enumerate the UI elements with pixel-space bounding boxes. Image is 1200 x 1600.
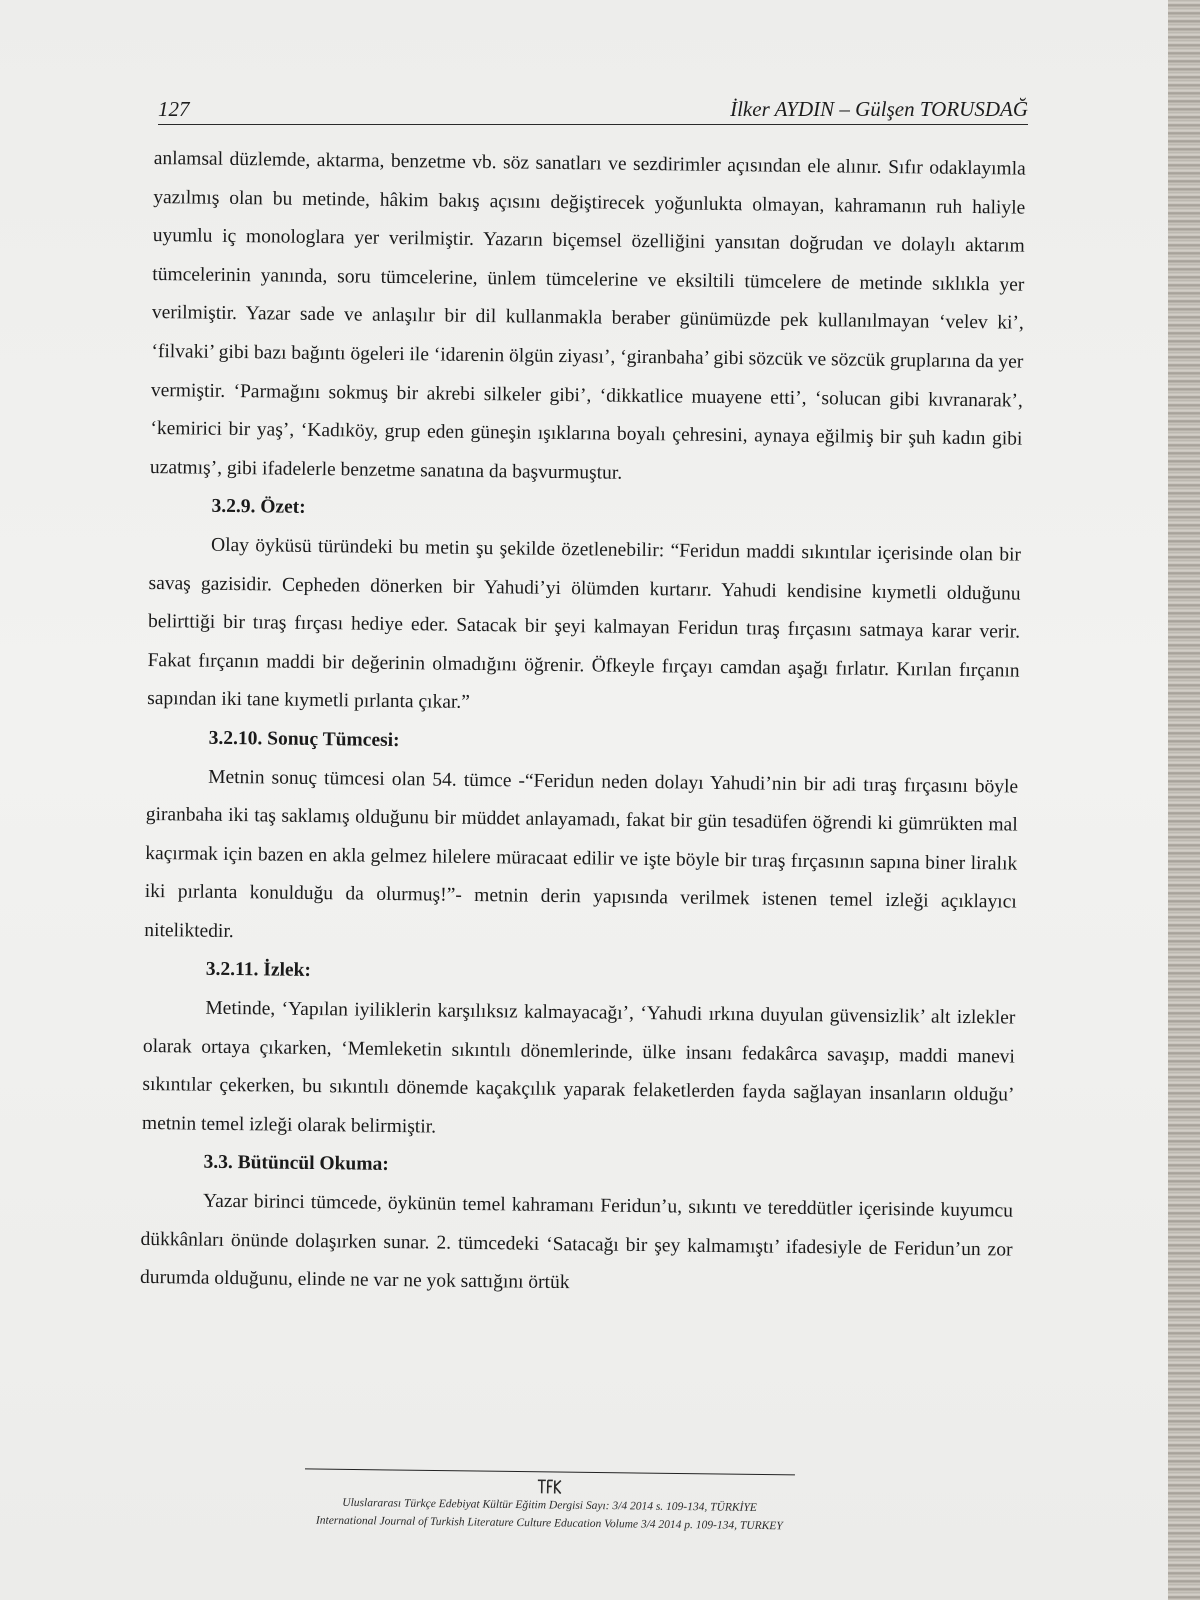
teke-logo-icon bbox=[537, 1478, 563, 1494]
paragraph-theme: Metinde, ‘Yapılan iyiliklerin karşılıksız kalmayacağı’, ‘Yahudi ırkına duyulan güvensizlik’ alt izlekler olarak ortaya çıkarken, ‘Memleketin sıkıntılı dönemlerinde, ülke insanı fedakârca savaşıp, maddi manevi sıkıntılar çekerken, bu sıkıntılı dönemde kaçakçılık yaparak felaketlerden fayda sağlayan insanların olduğu’ metnin temel izleği olarak belirmiştir. bbox=[141, 997, 1016, 1138]
footer-line-english: International Journal of Turkish Literature Culture Education Volume 3/4 2014 p. 109-134, TURKEY bbox=[315, 1514, 783, 1533]
journal-footer bbox=[269, 1468, 830, 1536]
paragraph-summary: Olay öyküsü türündeki bu metin şu şekilde özetlenebilir: “Feridun maddi sıkıntılar içerisinde olan bir savaş gazisidir. Cepheden dönerken bir Yahudi’yi ölümden kurtarır. Yahudi kendisine kıymetli olduğunu belirttiği bir tıraş fırçası hediye eder. Satacak bir şeyi kalmayan Feridun tıraş fırçasını satmaya karar verir. Fakat fırçanın maddi bir değerinin olmadığını öğrenir. Öfkeyle fırçayı camdan aşağı fırlatır. Kırılan fırçanın sapından iki tane kıymetli pırlanta çıkar.” bbox=[147, 534, 1022, 714]
section-heading-theme: 3.2.11. İzlek: bbox=[205, 959, 312, 982]
paragraph-conclusion-sentence: Metnin sonuç tümcesi olan 54. tümce -“Feridun neden dolayı Yahudi’nin bir adi tıraş fırçasını böyle giranbaha iki taş saklamış olduğunu bir müddet anlayamadı, fakat bir gün tesadüfen öğrendi ki gümrükten mal kaçırmak için bazen en akla gelmez hilelere müracaat edilir ve işte böyle bir tıraş fırçasının sapına biner liralık iki pırlanta konulduğu da olurmuş!”- metnin derin yapısında verilmek istenen temel izleği açıklayıcı niteliktedir. bbox=[144, 766, 1019, 942]
section-heading-conclusion-sentence: 3.2.10. Sonuç Tümcesi: bbox=[208, 727, 400, 751]
header-authors: İlker AYDIN – Gülşen TORUSDAĞ bbox=[730, 97, 1028, 121]
page-number: 127 bbox=[158, 97, 190, 121]
footer-divider bbox=[305, 1468, 795, 1475]
paragraph-holistic-reading: Yazar birinci tümcede, öykünün temel kahramanı Feridun’u, sıkıntı ve tereddütler içerisinde kuyumcu dükkânları önünde dolaşırken sunar. 2. tümcedeki ‘Satacağı bir şey kalmamıştı’ ifadesiyle de Feridun’un zor durumda olduğunu, elinde ne var ne yok sattığını örtük bbox=[139, 1190, 1014, 1294]
section-heading-holistic-reading: 3.3. Bütüncül Okuma: bbox=[203, 1152, 389, 1176]
footer-line-turkish: Uluslararası Türkçe Edebiyat Kültür Eğitim Dergisi Sayı: 3/4 2014 s. 109-134, TÜRKİYE bbox=[342, 1496, 757, 1514]
body-text bbox=[140, 140, 1026, 1308]
paragraph-style-analysis: anlamsal düzlemde, aktarma, benzetme vb. söz sanatları ve sezdirimler açısından ele alınır. Sıfır odaklayımla yazılmış olan bu metinde, hâkim bakış açısını değiştirecek yoğunlukta olmayan, kahramanın ruh haliyle uyumlu iç monologlara yer verilmiştir. Yazarın biçemsel özelliğini yansıtan doğrudan ve dolaylı aktarım tümcelerinin yanında, soru tümcelerine, ünlem tümcelerine ve eksiltili tümcelere de metinde sıklıkla yer verilmiştir. Yazar sade ve anlaşılır bir dil kullanmakla beraber günümüzde pek kullanılmayan ‘velev ki’, ‘filvaki’ gibi bazı bağıntı ögeleri ile ‘idarenin ölgün ziyası’, ‘giranbaha’ gibi sözcük ve sözcük gruplarına da yer vermiştir. ‘Parmağını sokmuş bir akrebi silkeler gibi’, ‘dikkatlice muayene etti’, ‘solucan gibi kıvranarak’, ‘kemirici bir yaş’, ‘Kadıköy, grup eden güneşin ışıklarına boyalı çehresini, aynaya eğilmiş bir şuh kadın gibi uzatmış’, gibi ifadelerle benzetme sanatına da başvurmuştur. bbox=[149, 147, 1026, 484]
page-stack-edge bbox=[1168, 0, 1200, 1600]
running-header bbox=[158, 94, 1028, 125]
section-heading-summary: 3.2.9. Özet: bbox=[211, 496, 306, 519]
